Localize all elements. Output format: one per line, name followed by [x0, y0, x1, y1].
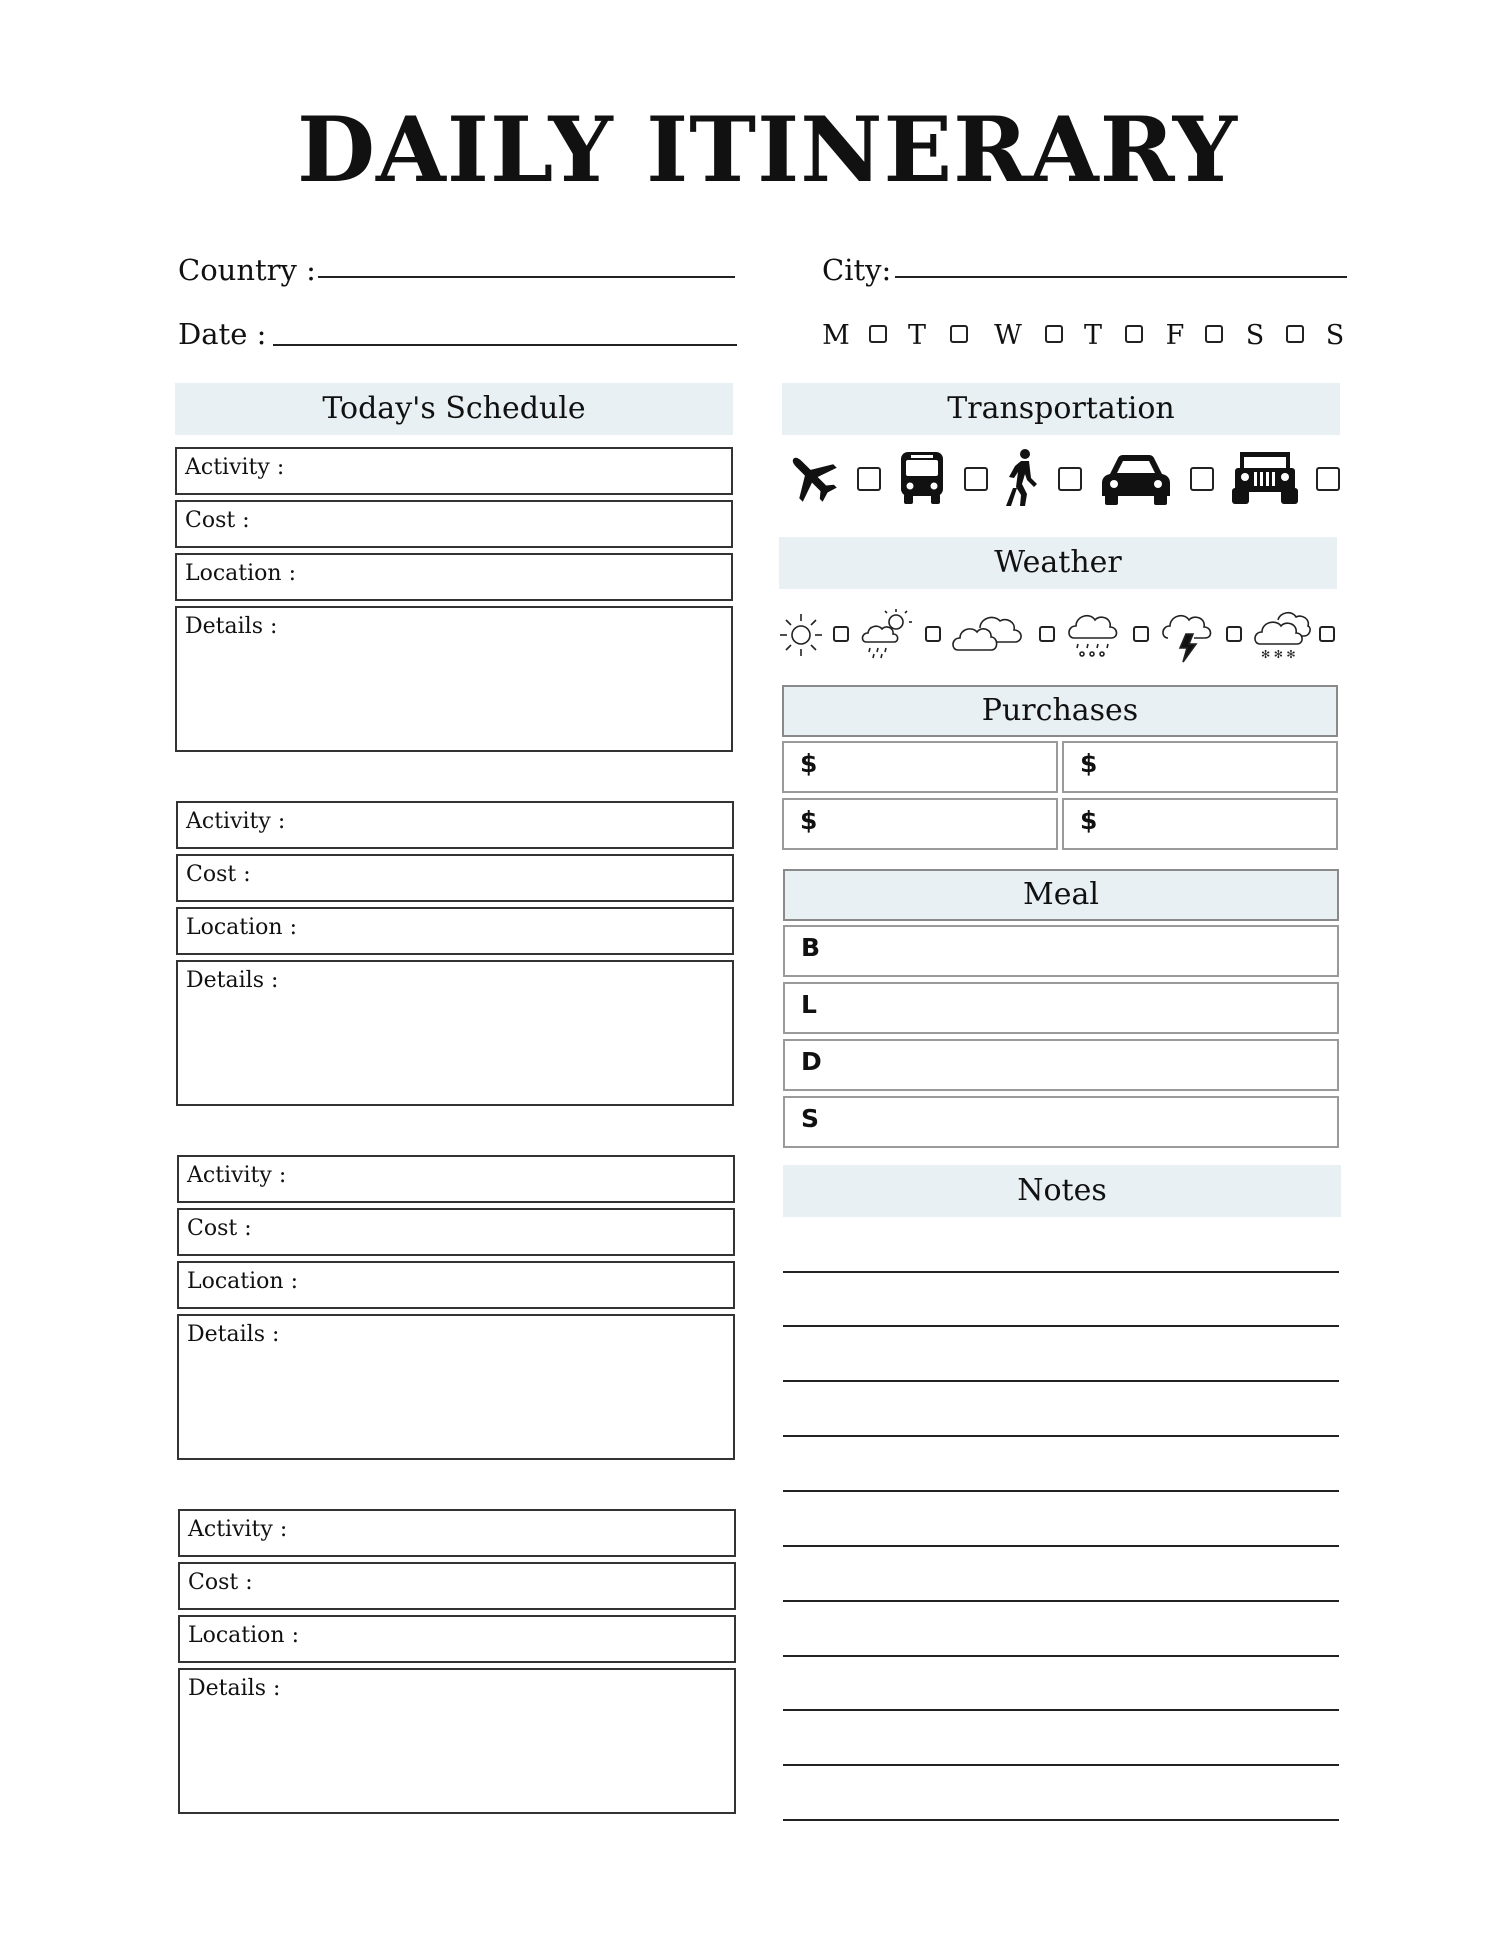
purchases-header: Purchases [782, 685, 1338, 737]
purchase-field[interactable]: $ [782, 798, 1058, 850]
cost-field[interactable]: Cost : [178, 1562, 736, 1610]
activity-field[interactable]: Activity : [178, 1509, 736, 1557]
day-checkbox[interactable] [869, 325, 887, 343]
note-line[interactable] [783, 1600, 1339, 1602]
purchase-field[interactable]: $ [782, 741, 1058, 793]
rain-icon [1064, 604, 1122, 666]
day-label: S [1245, 320, 1265, 351]
transportation-header: Transportation [782, 383, 1340, 435]
date-field[interactable] [273, 344, 737, 346]
car-icon [1100, 452, 1172, 510]
purchase-field[interactable]: $ [1062, 741, 1338, 793]
jeep-checkbox[interactable] [1316, 467, 1340, 491]
meal-lunch-field[interactable]: L [783, 982, 1339, 1034]
sunny-checkbox[interactable] [833, 626, 849, 642]
activity-field[interactable]: Activity : [176, 801, 734, 849]
location-field[interactable]: Location : [176, 907, 734, 955]
meal-dinner-field[interactable]: D [783, 1039, 1339, 1091]
day-label: T [907, 320, 926, 351]
details-field[interactable]: Details : [177, 1314, 735, 1460]
meal-breakfast-field[interactable]: B [783, 925, 1339, 977]
location-field[interactable]: Location : [178, 1615, 736, 1663]
country-field[interactable] [318, 276, 735, 278]
day-label: T [1083, 320, 1102, 351]
date-label: Date : [178, 317, 267, 351]
walking-icon [1003, 448, 1043, 512]
page-title: DAILY ITINERARY [296, 97, 1238, 203]
day-label: W [994, 320, 1022, 351]
cost-field[interactable]: Cost : [176, 854, 734, 902]
cloudy-checkbox[interactable] [1039, 626, 1055, 642]
schedule-header: Today's Schedule [175, 383, 733, 435]
details-field[interactable]: Details : [176, 960, 734, 1106]
cost-field[interactable]: Cost : [175, 500, 733, 548]
thunderstorm-icon [1158, 604, 1218, 668]
weather-header: Weather [779, 537, 1337, 589]
location-field[interactable]: Location : [177, 1261, 735, 1309]
cloudy-icon [950, 608, 1026, 660]
day-label: S [1325, 320, 1345, 351]
svg-text:✻ ✻ ✻: ✻ ✻ ✻ [1261, 648, 1296, 661]
day-checkbox[interactable] [1286, 325, 1304, 343]
purchase-field[interactable]: $ [1062, 798, 1338, 850]
day-checkbox[interactable] [1125, 325, 1143, 343]
partly-cloudy-rain-icon [858, 606, 916, 666]
day-checkbox[interactable] [1205, 325, 1223, 343]
note-line[interactable] [783, 1655, 1339, 1657]
car-checkbox[interactable] [1190, 467, 1214, 491]
note-line[interactable] [783, 1435, 1339, 1437]
snow-icon [1252, 606, 1312, 666]
note-line[interactable] [783, 1380, 1339, 1382]
note-line[interactable] [783, 1271, 1339, 1273]
city-field[interactable] [895, 276, 1347, 278]
note-line[interactable] [783, 1545, 1339, 1547]
notes-header: Notes [783, 1165, 1341, 1217]
day-label: M [822, 320, 850, 351]
country-label: Country : [178, 253, 316, 287]
note-line[interactable] [783, 1325, 1339, 1327]
day-label: F [1165, 320, 1185, 351]
cost-field[interactable]: Cost : [177, 1208, 735, 1256]
note-line[interactable] [783, 1764, 1339, 1766]
rain-checkbox[interactable] [1133, 626, 1149, 642]
location-field[interactable]: Location : [175, 553, 733, 601]
day-checkbox[interactable] [950, 325, 968, 343]
airplane-icon [784, 449, 840, 509]
airplane-checkbox[interactable] [857, 467, 881, 491]
meal-header: Meal [783, 869, 1339, 921]
snow-checkbox[interactable] [1319, 626, 1335, 642]
bus-icon [897, 450, 947, 510]
city-label: City: [822, 253, 892, 287]
partly-cloudy-rain-checkbox[interactable] [925, 626, 941, 642]
note-line[interactable] [783, 1709, 1339, 1711]
meal-snack-field[interactable]: S [783, 1096, 1339, 1148]
note-line[interactable] [783, 1819, 1339, 1821]
jeep-icon [1232, 450, 1298, 510]
activity-field[interactable]: Activity : [177, 1155, 735, 1203]
activity-field[interactable]: Activity : [175, 447, 733, 495]
day-checkbox[interactable] [1045, 325, 1063, 343]
walking-checkbox[interactable] [1058, 467, 1082, 491]
sunny-icon [778, 612, 824, 662]
thunderstorm-checkbox[interactable] [1226, 626, 1242, 642]
details-field[interactable]: Details : [175, 606, 733, 752]
bus-checkbox[interactable] [964, 467, 988, 491]
details-field[interactable]: Details : [178, 1668, 736, 1814]
note-line[interactable] [783, 1490, 1339, 1492]
